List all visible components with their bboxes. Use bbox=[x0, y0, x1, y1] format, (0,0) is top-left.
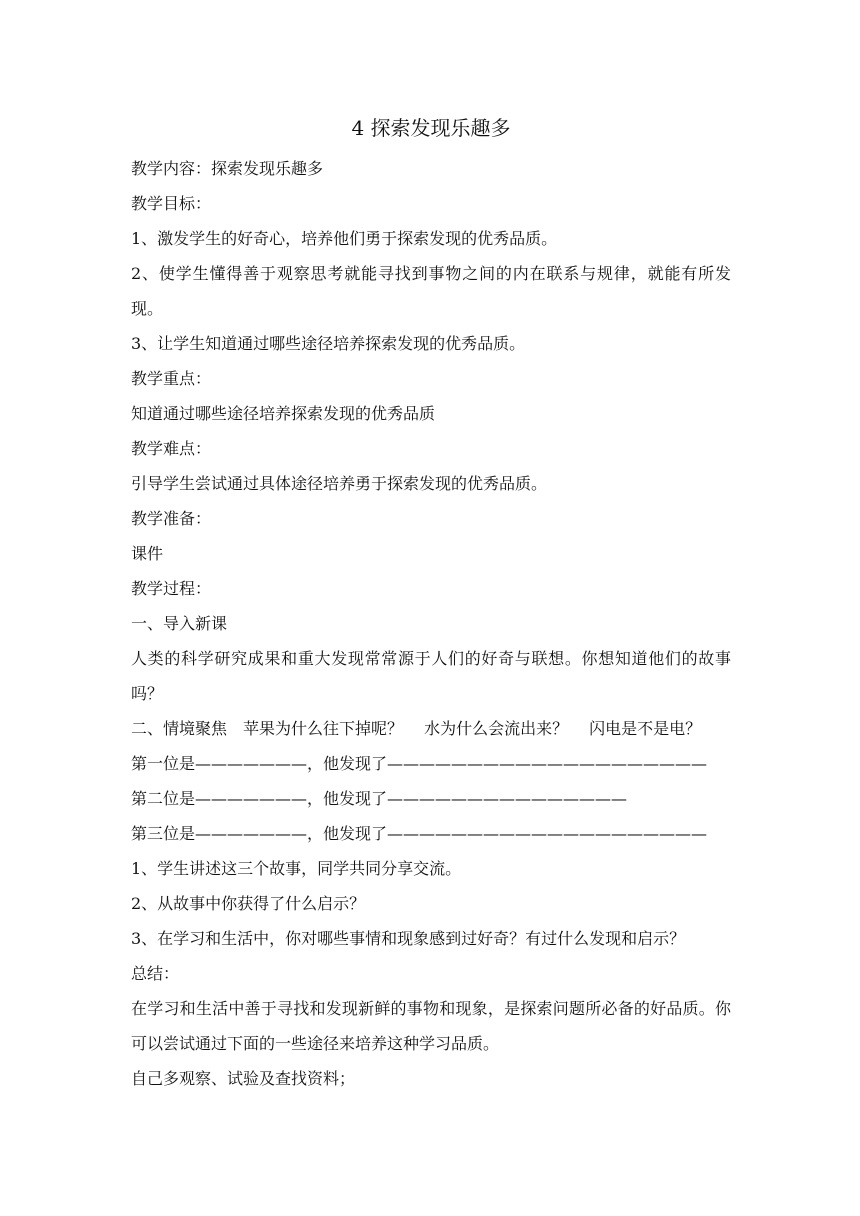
blank-line-3: 第三位是———————，他发现了———————————————————— bbox=[131, 824, 708, 843]
activity-item-2: 2、从故事中你获得了什么启示？ bbox=[131, 894, 366, 913]
difficulties-heading: 教学难点： bbox=[131, 439, 212, 458]
summary-paragraph: 在学习和生活中善于寻找和发现新鲜的事物和现象，是探索问题所必备的好品质。你可以尝试通过下面的一些途径来培养这种学习品质。 bbox=[131, 999, 731, 1053]
summary-heading: 总结： bbox=[131, 964, 180, 983]
teaching-content-line: 教学内容：探索发现乐趣多 bbox=[131, 159, 324, 178]
section-2-heading: 二、情境聚焦 苹果为什么往下掉呢？ 水为什么会流出来？ 闪电是不是电？ bbox=[131, 719, 702, 738]
teaching-goals-heading: 教学目标： bbox=[131, 194, 212, 213]
activity-item-3: 3、在学习和生活中，你对哪些事情和现象感到过好奇？有过什么发现和启示？ bbox=[131, 929, 686, 948]
blank-line-1: 第一位是———————，他发现了———————————————————— bbox=[131, 754, 708, 773]
blank-line-2: 第二位是———————，他发现了——————————————— bbox=[131, 789, 628, 808]
goal-item-3: 3、让学生知道通过哪些途径培养探索发现的优秀品质。 bbox=[131, 334, 526, 353]
key-points-heading: 教学重点： bbox=[131, 369, 212, 388]
preparation-text: 课件 bbox=[131, 544, 164, 563]
process-heading: 教学过程： bbox=[131, 579, 212, 598]
document-title: 4 探索发现乐趣多 bbox=[351, 116, 511, 140]
intro-paragraph: 人类的科学研究成果和重大发现常常源于人们的好奇与联想。你想知道他们的故事吗？ bbox=[131, 649, 731, 703]
document-content bbox=[131, 113, 731, 1096]
key-points-text: 知道通过哪些途径培养探索发现的优秀品质 bbox=[131, 404, 436, 423]
difficulties-text: 引导学生尝试通过具体途径培养勇于探索发现的优秀品质。 bbox=[131, 474, 548, 493]
section-1-heading: 一、导入新课 bbox=[131, 614, 228, 633]
preparation-heading: 教学准备： bbox=[131, 509, 212, 528]
goal-item-2: 2、使学生懂得善于观察思考就能寻找到事物之间的内在联系与规律，就能有所发现。 bbox=[131, 264, 731, 318]
activity-item-1: 1、学生讲述这三个故事，同学共同分享交流。 bbox=[131, 859, 462, 878]
method-item: 自己多观察、试验及查找资料； bbox=[131, 1069, 356, 1088]
goal-item-1: 1、激发学生的好奇心，培养他们勇于探索发现的优秀品质。 bbox=[131, 229, 558, 248]
